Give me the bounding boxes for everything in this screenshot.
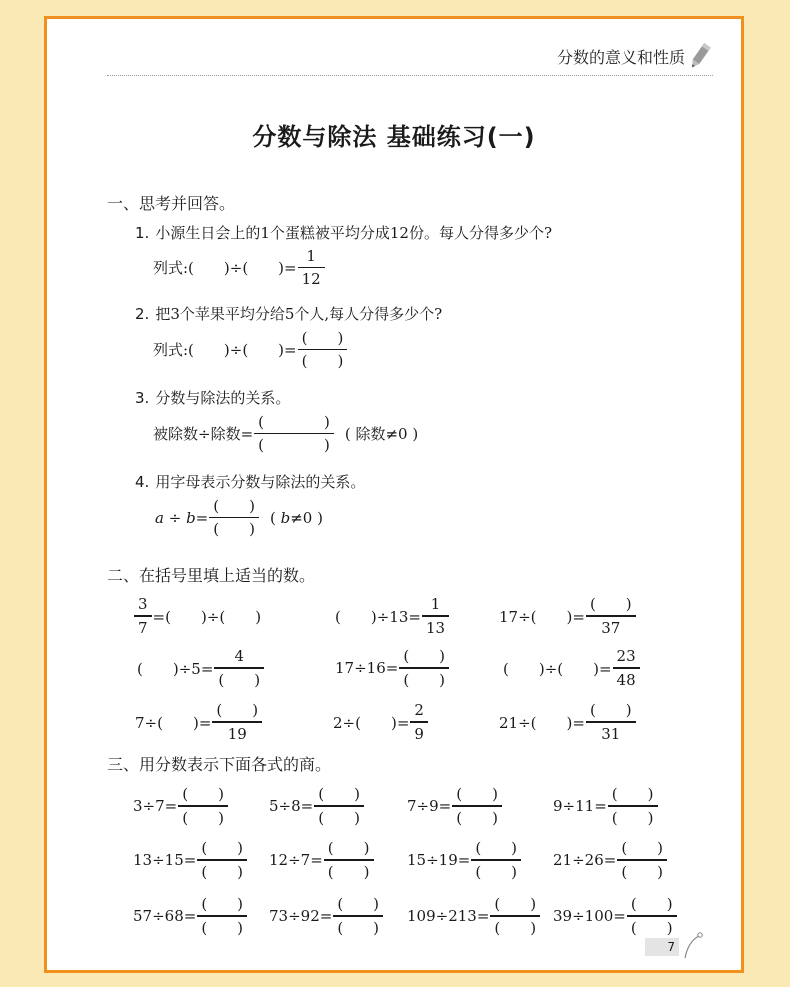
denominator: 12 <box>301 270 321 289</box>
q3-formula <box>153 411 418 456</box>
denominator: 37 <box>601 618 621 637</box>
exercise-2-3a <box>135 697 263 747</box>
formula-prefix: 列式:( )÷( )= <box>153 341 297 360</box>
exercise-2-2a <box>137 643 265 693</box>
expression-prefix: 73÷92= <box>269 907 333 925</box>
exercise-2-2b <box>335 643 450 693</box>
denominator-blank: ( ) <box>621 862 664 881</box>
quotient-exercise <box>553 891 678 941</box>
q1-formula <box>153 245 326 290</box>
numerator: 2 <box>414 701 424 720</box>
denominator: 7 <box>138 618 148 637</box>
fraction <box>613 645 640 690</box>
q2-formula <box>153 327 348 372</box>
expression-prefix: 13÷15= <box>133 851 197 869</box>
fraction <box>197 893 247 938</box>
numerator: 1 <box>430 595 441 614</box>
expression-prefix: 15÷19= <box>407 851 471 869</box>
variable-b: b <box>186 508 196 527</box>
numerator-blank: ( ) <box>621 839 664 858</box>
expression-prefix: 2÷( )= <box>333 713 410 732</box>
fraction <box>178 783 228 828</box>
expression-prefix: 9÷11= <box>553 797 607 815</box>
fraction <box>608 783 658 828</box>
numerator-blank: ( ) <box>475 839 518 858</box>
formula-prefix: 列式:( )÷( )= <box>153 259 297 278</box>
header-title: 分数的意义和性质 <box>556 48 685 67</box>
numerator: ( ) <box>403 647 446 666</box>
swirl-ornament-icon <box>681 930 705 960</box>
fraction <box>490 893 540 938</box>
exercise-2-1a <box>133 591 261 641</box>
expression-rest: =( )÷( ) <box>152 607 262 626</box>
question-text: 用字母表示分数与除法的关系。 <box>155 473 366 491</box>
divide-sign: ÷ <box>163 508 187 527</box>
quotient-exercise <box>133 835 248 885</box>
quotient-exercise <box>269 891 384 941</box>
quotient-exercise <box>133 891 248 941</box>
equals-sign: = <box>195 508 209 527</box>
page-number: 7 <box>645 938 679 956</box>
question-text: 分数与除法的关系。 <box>155 389 291 407</box>
expression-prefix: 21÷( )= <box>499 713 585 732</box>
denominator: ( ) <box>403 670 446 689</box>
numerator-blank: ( ) <box>201 895 244 914</box>
numerator-blank: ( ) <box>318 785 360 804</box>
denominator-blank: ( ) <box>213 520 255 539</box>
fraction <box>298 245 325 290</box>
numerator-blank: ( ) <box>182 785 224 804</box>
denominator-blank: ( ) <box>475 862 518 881</box>
expression-prefix: 39÷100= <box>553 907 626 925</box>
variable-a: a <box>155 508 164 527</box>
exercise-2-3c <box>499 697 637 747</box>
quotient-exercise <box>553 835 668 885</box>
expression-prefix: 3÷7= <box>133 797 178 815</box>
quotient-exercise <box>407 781 503 831</box>
denominator-blank: ( ) <box>630 918 673 937</box>
denominator: ( ) <box>218 670 261 689</box>
numerator-blank: ( ) <box>494 895 537 914</box>
fraction <box>410 699 428 744</box>
quotient-exercise <box>269 781 365 831</box>
page-title: 分数与除法 基础练习(一) <box>252 123 536 151</box>
fraction <box>254 411 334 456</box>
condition-variable: b <box>280 508 291 527</box>
fraction <box>399 645 449 690</box>
fraction <box>197 837 247 882</box>
expression-prefix: 21÷26= <box>553 851 617 869</box>
fraction <box>422 593 449 638</box>
fraction <box>452 783 502 828</box>
expression-prefix: ( )÷13= <box>335 607 421 626</box>
quotient-exercise <box>407 835 522 885</box>
numerator-blank: ( ) <box>611 785 654 804</box>
numerator-blank: ( ) <box>327 839 370 858</box>
expression-prefix: 7÷( )= <box>135 713 212 732</box>
denominator-blank: ( ) <box>494 918 537 937</box>
numerator-blank: ( ) <box>301 329 344 347</box>
numerator-blank: ( ) <box>630 895 673 914</box>
question-2 <box>135 303 442 324</box>
expression-prefix: ( )÷( )= <box>503 659 612 678</box>
question-text: 把3个苹果平均分给5个人,每人分得多少个? <box>155 305 443 323</box>
question-text: 小源生日会上的1个蛋糕被平均分成12份。每人分得多少个? <box>155 224 552 242</box>
fraction <box>586 699 636 744</box>
pencil-icon <box>687 41 713 71</box>
exercise-2-1c <box>499 591 637 641</box>
expression-prefix: 17÷( )= <box>499 607 585 626</box>
expression-prefix: 17÷16= <box>335 659 399 677</box>
numerator: ( ) <box>589 595 632 614</box>
numerator-blank: ( ) <box>213 497 255 515</box>
denominator-blank: ( ) <box>201 918 244 937</box>
numerator-blank: ( ) <box>258 413 330 431</box>
fraction <box>209 495 259 540</box>
denominator-blank: ( ) <box>301 352 344 371</box>
fraction <box>333 893 383 938</box>
denominator-blank: ( ) <box>201 862 244 881</box>
fraction <box>134 593 152 638</box>
expression-prefix: 57÷68= <box>133 907 197 925</box>
expression-prefix: ( )÷5= <box>137 659 214 678</box>
condition-open: ( <box>269 508 281 527</box>
denominator-blank: ( ) <box>337 918 380 937</box>
numerator-blank: ( ) <box>456 785 498 804</box>
fraction <box>214 645 264 690</box>
denominator-blank: ( ) <box>327 862 370 881</box>
expression-prefix: 12÷7= <box>269 851 323 869</box>
numerator: ( ) <box>216 701 259 720</box>
expression-prefix: 7÷9= <box>407 797 452 815</box>
denominator: 19 <box>227 724 247 743</box>
quotient-exercise <box>407 891 541 941</box>
denominator: 13 <box>425 618 446 637</box>
denominator-blank: ( ) <box>456 808 498 827</box>
question-number: 3. <box>135 389 150 407</box>
numerator: 4 <box>234 647 245 666</box>
section2-heading: 二、在括号里填上适当的数。 <box>107 566 316 585</box>
exercise-2-2c <box>503 643 641 693</box>
fraction <box>586 593 636 638</box>
section1-heading: 一、思考并回答。 <box>107 194 236 213</box>
quotient-exercise <box>269 835 375 885</box>
numerator: ( ) <box>589 701 632 720</box>
question-number: 1. <box>135 224 150 242</box>
fraction <box>324 837 374 882</box>
fraction <box>298 327 348 372</box>
denominator: 48 <box>616 670 636 689</box>
numerator-blank: ( ) <box>337 895 380 914</box>
question-number: 2. <box>135 305 150 323</box>
denominator-blank: ( ) <box>611 808 654 827</box>
question-4 <box>135 471 365 492</box>
denominator-blank: ( ) <box>258 436 330 455</box>
expression-prefix: 5÷8= <box>269 797 314 815</box>
fraction <box>617 837 667 882</box>
quotient-exercise <box>133 781 229 831</box>
q4-formula <box>155 495 323 540</box>
numerator: 3 <box>138 595 148 614</box>
question-1 <box>135 222 552 243</box>
fraction <box>627 893 677 938</box>
denominator-blank: ( ) <box>182 808 224 827</box>
expression-prefix: 109÷213= <box>407 907 490 925</box>
condition-close: ≠0 ) <box>290 508 323 527</box>
condition-note: ( 除数≠0 ) <box>344 425 419 444</box>
numerator: 1 <box>306 247 316 265</box>
fraction <box>471 837 521 882</box>
numerator: 23 <box>616 647 636 666</box>
numerator-blank: ( ) <box>201 839 244 858</box>
denominator: 31 <box>601 724 621 743</box>
section3-heading: 三、用分数表示下面各式的商。 <box>107 755 332 774</box>
formula-prefix: 被除数÷除数= <box>153 425 254 444</box>
quotient-exercise <box>553 781 659 831</box>
exercise-2-1b <box>335 591 450 641</box>
fraction <box>314 783 364 828</box>
page-header <box>107 41 713 76</box>
question-3 <box>135 387 290 408</box>
fraction <box>212 699 262 744</box>
question-number: 4. <box>135 473 150 491</box>
worksheet-page <box>44 16 744 973</box>
denominator-blank: ( ) <box>318 808 360 827</box>
exercise-2-3b <box>333 697 429 747</box>
denominator: 9 <box>414 724 424 743</box>
